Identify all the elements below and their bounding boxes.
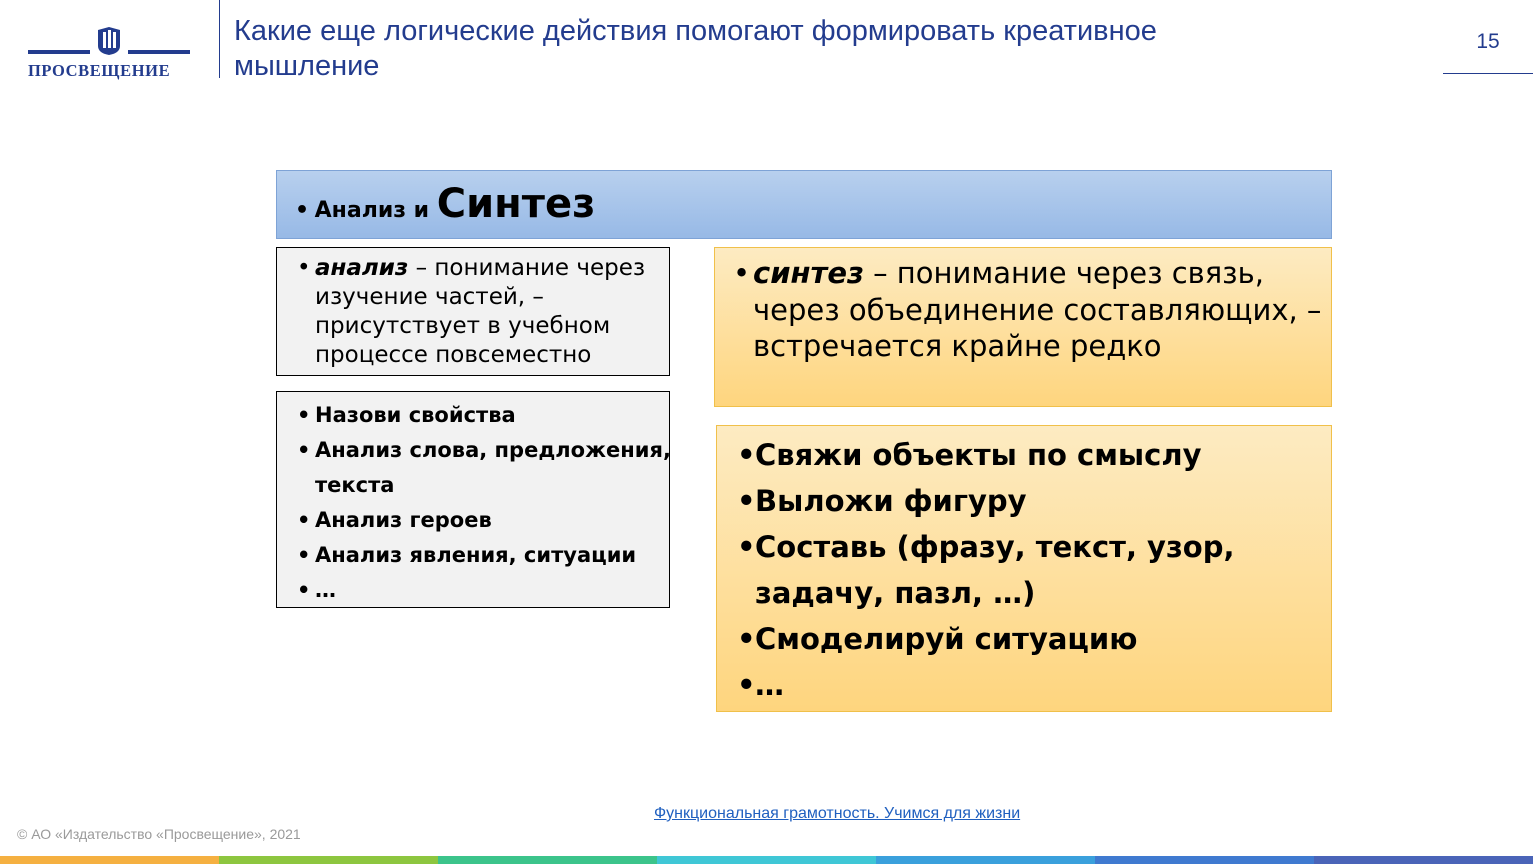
analysis-definition-box bbox=[276, 247, 670, 376]
bullet: • bbox=[297, 578, 311, 602]
bullet: • bbox=[297, 403, 311, 427]
footer-color-stripe bbox=[0, 856, 1533, 864]
topic-emphasis: Синтез bbox=[436, 181, 596, 227]
logo-text: ПРОСВЕЩЕНИЕ bbox=[28, 61, 171, 80]
bullet: • bbox=[297, 508, 311, 532]
header-divider bbox=[219, 0, 220, 78]
synthesis-tasks-list bbox=[737, 432, 1331, 708]
synthesis-term: синтез bbox=[753, 256, 864, 290]
bullet: • bbox=[297, 255, 311, 281]
copyright: © АО «Издательство «Просвещение», 2021 bbox=[17, 826, 301, 842]
topic-header-bar bbox=[276, 170, 1332, 239]
logo-emblem-icon bbox=[96, 26, 122, 56]
bullet: • bbox=[737, 622, 756, 656]
synthesis-definition bbox=[733, 255, 1328, 365]
topic-header-text bbox=[295, 181, 595, 227]
list-item: • Свяжи объекты по смыслу bbox=[737, 432, 1331, 478]
list-item: • Анализ явления, ситуации bbox=[295, 538, 671, 573]
analysis-tasks-list bbox=[295, 398, 671, 608]
stripe-segment bbox=[657, 856, 876, 864]
analysis-definition-text: – понимание через изучение частей, – присутствует в учебном процессе повсеместно bbox=[315, 255, 646, 368]
list-item: • Назови свойства bbox=[295, 398, 671, 433]
bullet: • bbox=[297, 438, 311, 462]
synthesis-definition-text: – понимание через связь, через объединение составляющих, – встречается крайне редко bbox=[753, 256, 1322, 363]
list-item: • Смоделируй ситуацию bbox=[737, 616, 1331, 662]
analysis-definition bbox=[295, 254, 671, 370]
bullet: • bbox=[737, 484, 756, 518]
bullet: • bbox=[733, 256, 751, 290]
synthesis-definition-box bbox=[714, 247, 1332, 407]
bullet: • bbox=[737, 668, 756, 702]
list-item: • … bbox=[295, 573, 671, 608]
footer-link[interactable]: Функциональная грамотность. Учимся для жизни bbox=[654, 805, 1021, 822]
topic-prefix: Анализ и bbox=[314, 198, 437, 223]
list-item: • … bbox=[737, 662, 1331, 708]
stripe-segment bbox=[1095, 856, 1314, 864]
stripe-segment bbox=[0, 856, 219, 864]
list-item: • Выложи фигуру bbox=[737, 478, 1331, 524]
bullet: • bbox=[737, 530, 756, 564]
bullet: • bbox=[297, 543, 311, 567]
slide-title: Какие еще логические действия помогают формировать креативное мышление bbox=[234, 15, 1157, 82]
page-number: 15 bbox=[1476, 30, 1500, 53]
analysis-tasks-box bbox=[276, 391, 670, 608]
synthesis-tasks-box bbox=[716, 425, 1332, 712]
analysis-term: анализ bbox=[315, 255, 409, 281]
list-item: • Анализ слова, предложения, текста bbox=[295, 433, 671, 503]
list-item: • Анализ героев bbox=[295, 503, 671, 538]
stripe-segment bbox=[876, 856, 1095, 864]
stripe-segment bbox=[438, 856, 657, 864]
publisher-logo bbox=[28, 24, 193, 80]
stripe-segment bbox=[219, 856, 438, 864]
page-number-rule bbox=[1443, 73, 1533, 74]
stripe-segment bbox=[1314, 856, 1533, 864]
bullet: • bbox=[737, 438, 756, 472]
list-item: • Составь (фразу, текст, узор, задачу, пазл, …) bbox=[737, 524, 1331, 616]
bullet: • bbox=[295, 198, 310, 223]
